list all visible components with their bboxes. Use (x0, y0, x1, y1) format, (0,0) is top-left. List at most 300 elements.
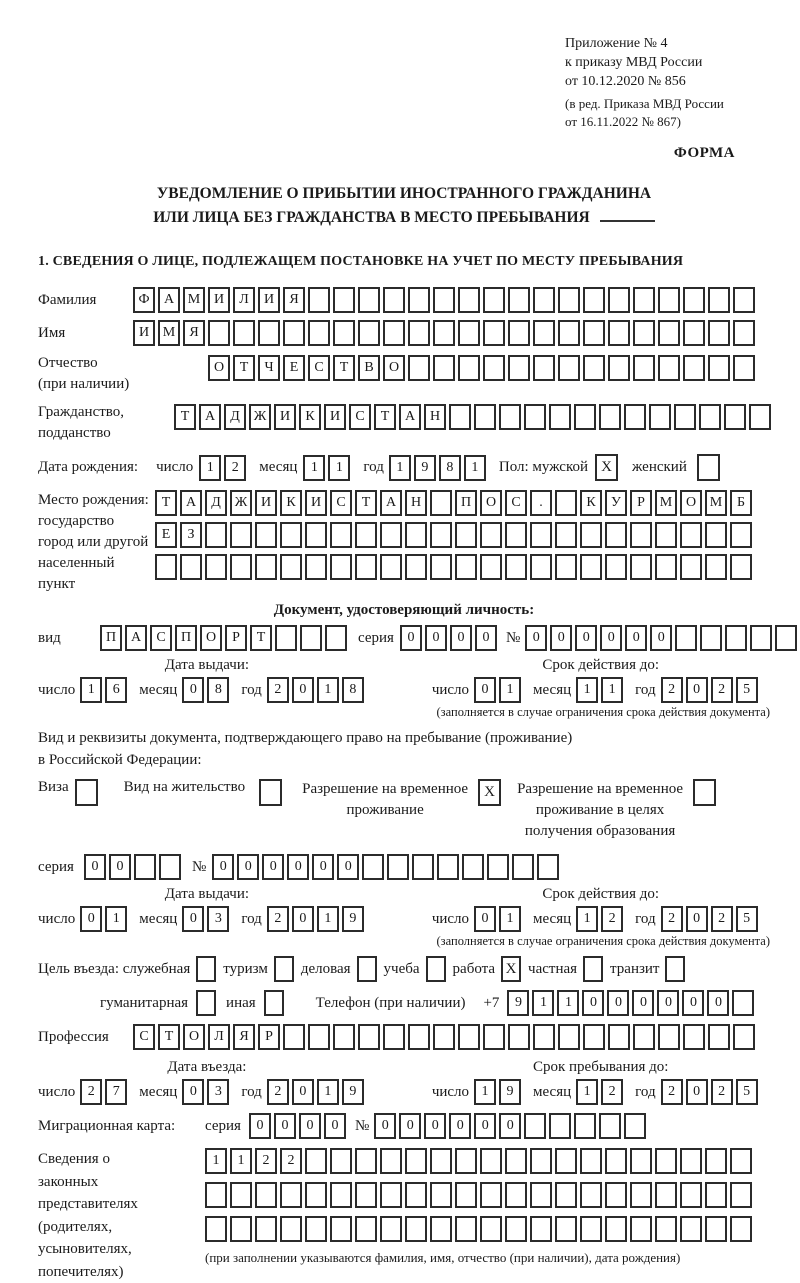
char-cell[interactable] (555, 490, 577, 516)
char-cell[interactable] (280, 522, 302, 548)
char-cell[interactable]: 0 (657, 990, 679, 1016)
char-cell[interactable]: И (305, 490, 327, 516)
char-cell[interactable]: 0 (80, 906, 102, 932)
char-cell[interactable] (533, 287, 555, 313)
char-cell[interactable] (683, 320, 705, 346)
char-cell[interactable] (380, 1182, 402, 1208)
char-cell[interactable]: 1 (499, 677, 521, 703)
char-cell[interactable] (362, 854, 384, 880)
char-cell[interactable] (333, 287, 355, 313)
char-cell[interactable]: 7 (105, 1079, 127, 1105)
char-cell[interactable] (708, 320, 730, 346)
char-cell[interactable]: М (705, 490, 727, 516)
char-cell[interactable] (275, 625, 297, 651)
char-cell[interactable] (480, 1148, 502, 1174)
char-cell[interactable]: 2 (711, 906, 733, 932)
char-cell[interactable]: 2 (80, 1079, 102, 1105)
char-cell[interactable]: 1 (199, 455, 221, 481)
char-cell[interactable]: 0 (262, 854, 284, 880)
char-cell[interactable]: 1 (601, 677, 623, 703)
char-cell[interactable]: 0 (686, 906, 708, 932)
char-cell[interactable]: 1 (389, 455, 411, 481)
char-cell[interactable]: 2 (601, 906, 623, 932)
char-cell[interactable] (608, 287, 630, 313)
char-cell[interactable] (733, 320, 755, 346)
char-cell[interactable] (255, 522, 277, 548)
char-cell[interactable] (555, 1148, 577, 1174)
char-cell[interactable]: Т (333, 355, 355, 381)
char-cell[interactable]: 0 (182, 677, 204, 703)
char-cell[interactable] (733, 287, 755, 313)
char-cell[interactable] (205, 522, 227, 548)
char-cell[interactable] (233, 320, 255, 346)
checkbox-purpose-commercial[interactable] (357, 956, 377, 982)
char-cell[interactable]: 2 (267, 677, 289, 703)
checkbox-purpose-business[interactable] (196, 956, 216, 982)
char-cell[interactable] (633, 1024, 655, 1050)
char-cell[interactable] (608, 1024, 630, 1050)
char-cell[interactable] (583, 287, 605, 313)
char-cell[interactable]: 0 (374, 1113, 396, 1139)
char-cell[interactable]: 0 (475, 625, 497, 651)
char-cell[interactable] (433, 355, 455, 381)
char-cell[interactable] (333, 1024, 355, 1050)
char-cell[interactable]: 0 (575, 625, 597, 651)
char-cell[interactable] (458, 320, 480, 346)
char-cell[interactable] (455, 554, 477, 580)
char-cell[interactable] (505, 522, 527, 548)
char-cell[interactable] (408, 320, 430, 346)
char-cell[interactable]: Л (233, 287, 255, 313)
char-cell[interactable]: 2 (601, 1079, 623, 1105)
char-cell[interactable] (330, 1182, 352, 1208)
char-cell[interactable]: 0 (450, 625, 472, 651)
char-cell[interactable]: П (455, 490, 477, 516)
char-cell[interactable] (412, 854, 434, 880)
char-cell[interactable] (180, 554, 202, 580)
char-cell[interactable] (705, 522, 727, 548)
char-cell[interactable]: А (158, 287, 180, 313)
char-cell[interactable]: Д (205, 490, 227, 516)
checkbox-purpose-tourism[interactable] (274, 956, 294, 982)
char-cell[interactable] (533, 320, 555, 346)
char-cell[interactable] (580, 1148, 602, 1174)
char-cell[interactable]: 1 (317, 677, 339, 703)
char-cell[interactable]: 1 (317, 906, 339, 932)
char-cell[interactable]: 1 (303, 455, 325, 481)
char-cell[interactable]: 8 (342, 677, 364, 703)
char-cell[interactable] (680, 522, 702, 548)
char-cell[interactable] (724, 404, 746, 430)
char-cell[interactable]: 0 (707, 990, 729, 1016)
char-cell[interactable]: О (480, 490, 502, 516)
char-cell[interactable] (537, 854, 559, 880)
char-cell[interactable]: З (180, 522, 202, 548)
char-cell[interactable] (555, 1182, 577, 1208)
checkbox-purpose-work[interactable]: X (501, 956, 521, 982)
char-cell[interactable]: И (133, 320, 155, 346)
char-cell[interactable] (483, 320, 505, 346)
char-cell[interactable] (655, 1216, 677, 1242)
char-cell[interactable] (658, 287, 680, 313)
char-cell[interactable]: Ч (258, 355, 280, 381)
char-cell[interactable] (708, 355, 730, 381)
checkbox-purpose-other[interactable] (264, 990, 284, 1016)
char-cell[interactable] (330, 1148, 352, 1174)
char-cell[interactable]: И (274, 404, 296, 430)
char-cell[interactable] (733, 355, 755, 381)
char-cell[interactable] (708, 1024, 730, 1050)
char-cell[interactable] (633, 355, 655, 381)
char-cell[interactable] (508, 1024, 530, 1050)
char-cell[interactable] (305, 1148, 327, 1174)
char-cell[interactable]: 0 (109, 854, 131, 880)
char-cell[interactable] (455, 1216, 477, 1242)
char-cell[interactable]: 0 (299, 1113, 321, 1139)
char-cell[interactable]: О (680, 490, 702, 516)
char-cell[interactable] (487, 854, 509, 880)
char-cell[interactable] (555, 554, 577, 580)
char-cell[interactable]: Е (155, 522, 177, 548)
char-cell[interactable]: П (100, 625, 122, 651)
char-cell[interactable]: 9 (342, 906, 364, 932)
char-cell[interactable]: . (530, 490, 552, 516)
char-cell[interactable] (599, 404, 621, 430)
char-cell[interactable]: 0 (237, 854, 259, 880)
char-cell[interactable] (483, 355, 505, 381)
char-cell[interactable]: 6 (105, 677, 127, 703)
char-cell[interactable]: Р (225, 625, 247, 651)
char-cell[interactable] (605, 1182, 627, 1208)
char-cell[interactable] (508, 320, 530, 346)
char-cell[interactable] (408, 1024, 430, 1050)
char-cell[interactable]: А (399, 404, 421, 430)
char-cell[interactable] (708, 287, 730, 313)
char-cell[interactable] (280, 554, 302, 580)
char-cell[interactable]: Т (158, 1024, 180, 1050)
char-cell[interactable] (325, 625, 347, 651)
char-cell[interactable]: 0 (249, 1113, 271, 1139)
char-cell[interactable] (583, 355, 605, 381)
char-cell[interactable] (405, 522, 427, 548)
char-cell[interactable] (730, 522, 752, 548)
char-cell[interactable]: 0 (625, 625, 647, 651)
char-cell[interactable]: 0 (600, 625, 622, 651)
char-cell[interactable] (455, 1148, 477, 1174)
char-cell[interactable]: 0 (292, 906, 314, 932)
char-cell[interactable] (705, 1182, 727, 1208)
char-cell[interactable] (230, 1216, 252, 1242)
char-cell[interactable] (683, 355, 705, 381)
char-cell[interactable]: 0 (425, 625, 447, 651)
char-cell[interactable]: 0 (84, 854, 106, 880)
char-cell[interactable]: 0 (292, 677, 314, 703)
char-cell[interactable]: 2 (661, 677, 683, 703)
char-cell[interactable] (355, 522, 377, 548)
char-cell[interactable]: 0 (550, 625, 572, 651)
char-cell[interactable] (508, 355, 530, 381)
char-cell[interactable] (574, 404, 596, 430)
char-cell[interactable]: 0 (582, 990, 604, 1016)
checkbox-residence-permit[interactable] (259, 779, 282, 806)
char-cell[interactable] (430, 1182, 452, 1208)
char-cell[interactable] (683, 287, 705, 313)
char-cell[interactable] (283, 1024, 305, 1050)
char-cell[interactable]: 0 (474, 1113, 496, 1139)
char-cell[interactable]: А (380, 490, 402, 516)
char-cell[interactable]: 0 (292, 1079, 314, 1105)
char-cell[interactable]: 1 (499, 906, 521, 932)
char-cell[interactable] (608, 320, 630, 346)
char-cell[interactable]: 0 (525, 625, 547, 651)
char-cell[interactable] (380, 1216, 402, 1242)
char-cell[interactable] (358, 320, 380, 346)
char-cell[interactable] (580, 554, 602, 580)
char-cell[interactable] (433, 1024, 455, 1050)
char-cell[interactable]: У (605, 490, 627, 516)
char-cell[interactable] (159, 854, 181, 880)
char-cell[interactable]: 1 (105, 906, 127, 932)
char-cell[interactable] (437, 854, 459, 880)
char-cell[interactable] (655, 554, 677, 580)
char-cell[interactable] (675, 625, 697, 651)
char-cell[interactable]: Ф (133, 287, 155, 313)
char-cell[interactable] (380, 522, 402, 548)
char-cell[interactable] (730, 554, 752, 580)
checkbox-purpose-private[interactable] (583, 956, 603, 982)
char-cell[interactable] (680, 1216, 702, 1242)
char-cell[interactable] (355, 554, 377, 580)
char-cell[interactable] (680, 554, 702, 580)
char-cell[interactable]: Я (283, 287, 305, 313)
char-cell[interactable]: Я (233, 1024, 255, 1050)
char-cell[interactable] (358, 287, 380, 313)
char-cell[interactable]: 0 (182, 906, 204, 932)
char-cell[interactable] (680, 1182, 702, 1208)
char-cell[interactable] (430, 1216, 452, 1242)
char-cell[interactable] (462, 854, 484, 880)
char-cell[interactable] (505, 1148, 527, 1174)
char-cell[interactable]: 2 (711, 677, 733, 703)
char-cell[interactable] (305, 1216, 327, 1242)
char-cell[interactable] (658, 355, 680, 381)
char-cell[interactable] (405, 1182, 427, 1208)
char-cell[interactable]: 1 (80, 677, 102, 703)
char-cell[interactable]: 9 (414, 455, 436, 481)
char-cell[interactable]: Р (258, 1024, 280, 1050)
char-cell[interactable]: 0 (682, 990, 704, 1016)
char-cell[interactable] (405, 1216, 427, 1242)
char-cell[interactable] (633, 287, 655, 313)
char-cell[interactable]: М (158, 320, 180, 346)
char-cell[interactable] (530, 1216, 552, 1242)
char-cell[interactable] (750, 625, 772, 651)
char-cell[interactable]: 2 (255, 1148, 277, 1174)
char-cell[interactable]: 2 (267, 1079, 289, 1105)
char-cell[interactable] (433, 287, 455, 313)
char-cell[interactable] (733, 1024, 755, 1050)
char-cell[interactable]: С (308, 355, 330, 381)
char-cell[interactable]: К (280, 490, 302, 516)
char-cell[interactable] (305, 1182, 327, 1208)
char-cell[interactable] (305, 554, 327, 580)
char-cell[interactable]: 0 (287, 854, 309, 880)
char-cell[interactable] (230, 522, 252, 548)
char-cell[interactable] (483, 1024, 505, 1050)
char-cell[interactable] (705, 1216, 727, 1242)
char-cell[interactable]: 1 (532, 990, 554, 1016)
char-cell[interactable]: О (183, 1024, 205, 1050)
char-cell[interactable]: А (180, 490, 202, 516)
checkbox-visa[interactable] (75, 779, 98, 806)
char-cell[interactable]: М (655, 490, 677, 516)
char-cell[interactable] (387, 854, 409, 880)
char-cell[interactable] (555, 1216, 577, 1242)
char-cell[interactable] (499, 404, 521, 430)
checkbox-purpose-humanitarian[interactable] (196, 990, 216, 1016)
char-cell[interactable] (649, 404, 671, 430)
char-cell[interactable] (725, 625, 747, 651)
char-cell[interactable] (480, 522, 502, 548)
char-cell[interactable] (574, 1113, 596, 1139)
char-cell[interactable] (408, 355, 430, 381)
char-cell[interactable]: Р (630, 490, 652, 516)
char-cell[interactable] (205, 1216, 227, 1242)
char-cell[interactable] (458, 287, 480, 313)
char-cell[interactable]: 1 (464, 455, 486, 481)
char-cell[interactable]: С (349, 404, 371, 430)
char-cell[interactable] (205, 1182, 227, 1208)
char-cell[interactable] (455, 1182, 477, 1208)
char-cell[interactable]: 0 (212, 854, 234, 880)
char-cell[interactable]: Ж (230, 490, 252, 516)
char-cell[interactable] (732, 990, 754, 1016)
char-cell[interactable]: 2 (280, 1148, 302, 1174)
char-cell[interactable] (208, 320, 230, 346)
char-cell[interactable] (408, 287, 430, 313)
char-cell[interactable] (699, 404, 721, 430)
char-cell[interactable]: А (125, 625, 147, 651)
char-cell[interactable]: 9 (499, 1079, 521, 1105)
char-cell[interactable]: 1 (474, 1079, 496, 1105)
char-cell[interactable]: 2 (661, 906, 683, 932)
char-cell[interactable]: Н (424, 404, 446, 430)
char-cell[interactable]: Н (405, 490, 427, 516)
char-cell[interactable] (205, 554, 227, 580)
char-cell[interactable]: 0 (499, 1113, 521, 1139)
char-cell[interactable] (530, 1148, 552, 1174)
char-cell[interactable]: Т (155, 490, 177, 516)
char-cell[interactable] (258, 320, 280, 346)
char-cell[interactable] (330, 522, 352, 548)
char-cell[interactable] (134, 854, 156, 880)
char-cell[interactable]: 0 (686, 677, 708, 703)
char-cell[interactable]: 2 (711, 1079, 733, 1105)
char-cell[interactable] (230, 1182, 252, 1208)
char-cell[interactable] (705, 1148, 727, 1174)
char-cell[interactable]: 0 (312, 854, 334, 880)
char-cell[interactable] (280, 1182, 302, 1208)
char-cell[interactable] (308, 320, 330, 346)
char-cell[interactable] (524, 1113, 546, 1139)
char-cell[interactable]: 0 (424, 1113, 446, 1139)
char-cell[interactable] (355, 1148, 377, 1174)
char-cell[interactable]: К (299, 404, 321, 430)
char-cell[interactable]: Я (183, 320, 205, 346)
char-cell[interactable]: 0 (182, 1079, 204, 1105)
char-cell[interactable]: Ж (249, 404, 271, 430)
char-cell[interactable] (658, 320, 680, 346)
checkbox-male[interactable]: X (595, 454, 618, 481)
char-cell[interactable] (583, 1024, 605, 1050)
char-cell[interactable] (700, 625, 722, 651)
char-cell[interactable] (255, 554, 277, 580)
char-cell[interactable] (605, 554, 627, 580)
char-cell[interactable] (280, 1216, 302, 1242)
char-cell[interactable] (605, 1216, 627, 1242)
char-cell[interactable] (530, 1182, 552, 1208)
char-cell[interactable] (730, 1216, 752, 1242)
char-cell[interactable] (230, 554, 252, 580)
char-cell[interactable]: О (200, 625, 222, 651)
char-cell[interactable] (433, 320, 455, 346)
char-cell[interactable] (524, 404, 546, 430)
char-cell[interactable] (330, 554, 352, 580)
char-cell[interactable]: 1 (205, 1148, 227, 1174)
char-cell[interactable]: И (208, 287, 230, 313)
char-cell[interactable] (480, 1216, 502, 1242)
char-cell[interactable] (355, 1182, 377, 1208)
char-cell[interactable] (505, 1182, 527, 1208)
char-cell[interactable] (483, 287, 505, 313)
char-cell[interactable]: С (330, 490, 352, 516)
char-cell[interactable]: Е (283, 355, 305, 381)
char-cell[interactable] (558, 320, 580, 346)
char-cell[interactable] (480, 1182, 502, 1208)
char-cell[interactable]: 0 (337, 854, 359, 880)
char-cell[interactable]: С (150, 625, 172, 651)
char-cell[interactable]: 1 (576, 1079, 598, 1105)
char-cell[interactable] (580, 1216, 602, 1242)
char-cell[interactable] (530, 554, 552, 580)
char-cell[interactable] (680, 1148, 702, 1174)
char-cell[interactable]: В (358, 355, 380, 381)
char-cell[interactable] (558, 287, 580, 313)
char-cell[interactable]: 0 (686, 1079, 708, 1105)
char-cell[interactable]: 0 (400, 625, 422, 651)
char-cell[interactable] (630, 1216, 652, 1242)
char-cell[interactable]: 1 (576, 677, 598, 703)
char-cell[interactable]: 0 (632, 990, 654, 1016)
char-cell[interactable]: 0 (274, 1113, 296, 1139)
char-cell[interactable]: 8 (439, 455, 461, 481)
char-cell[interactable] (449, 404, 471, 430)
char-cell[interactable]: 5 (736, 677, 758, 703)
char-cell[interactable] (358, 1024, 380, 1050)
char-cell[interactable] (655, 1182, 677, 1208)
char-cell[interactable] (558, 355, 580, 381)
char-cell[interactable] (155, 554, 177, 580)
char-cell[interactable]: Л (208, 1024, 230, 1050)
char-cell[interactable]: Т (250, 625, 272, 651)
checkbox-purpose-transit[interactable] (665, 956, 685, 982)
char-cell[interactable]: Д (224, 404, 246, 430)
char-cell[interactable] (630, 554, 652, 580)
char-cell[interactable]: 1 (557, 990, 579, 1016)
char-cell[interactable] (305, 522, 327, 548)
char-cell[interactable] (633, 320, 655, 346)
char-cell[interactable] (608, 355, 630, 381)
